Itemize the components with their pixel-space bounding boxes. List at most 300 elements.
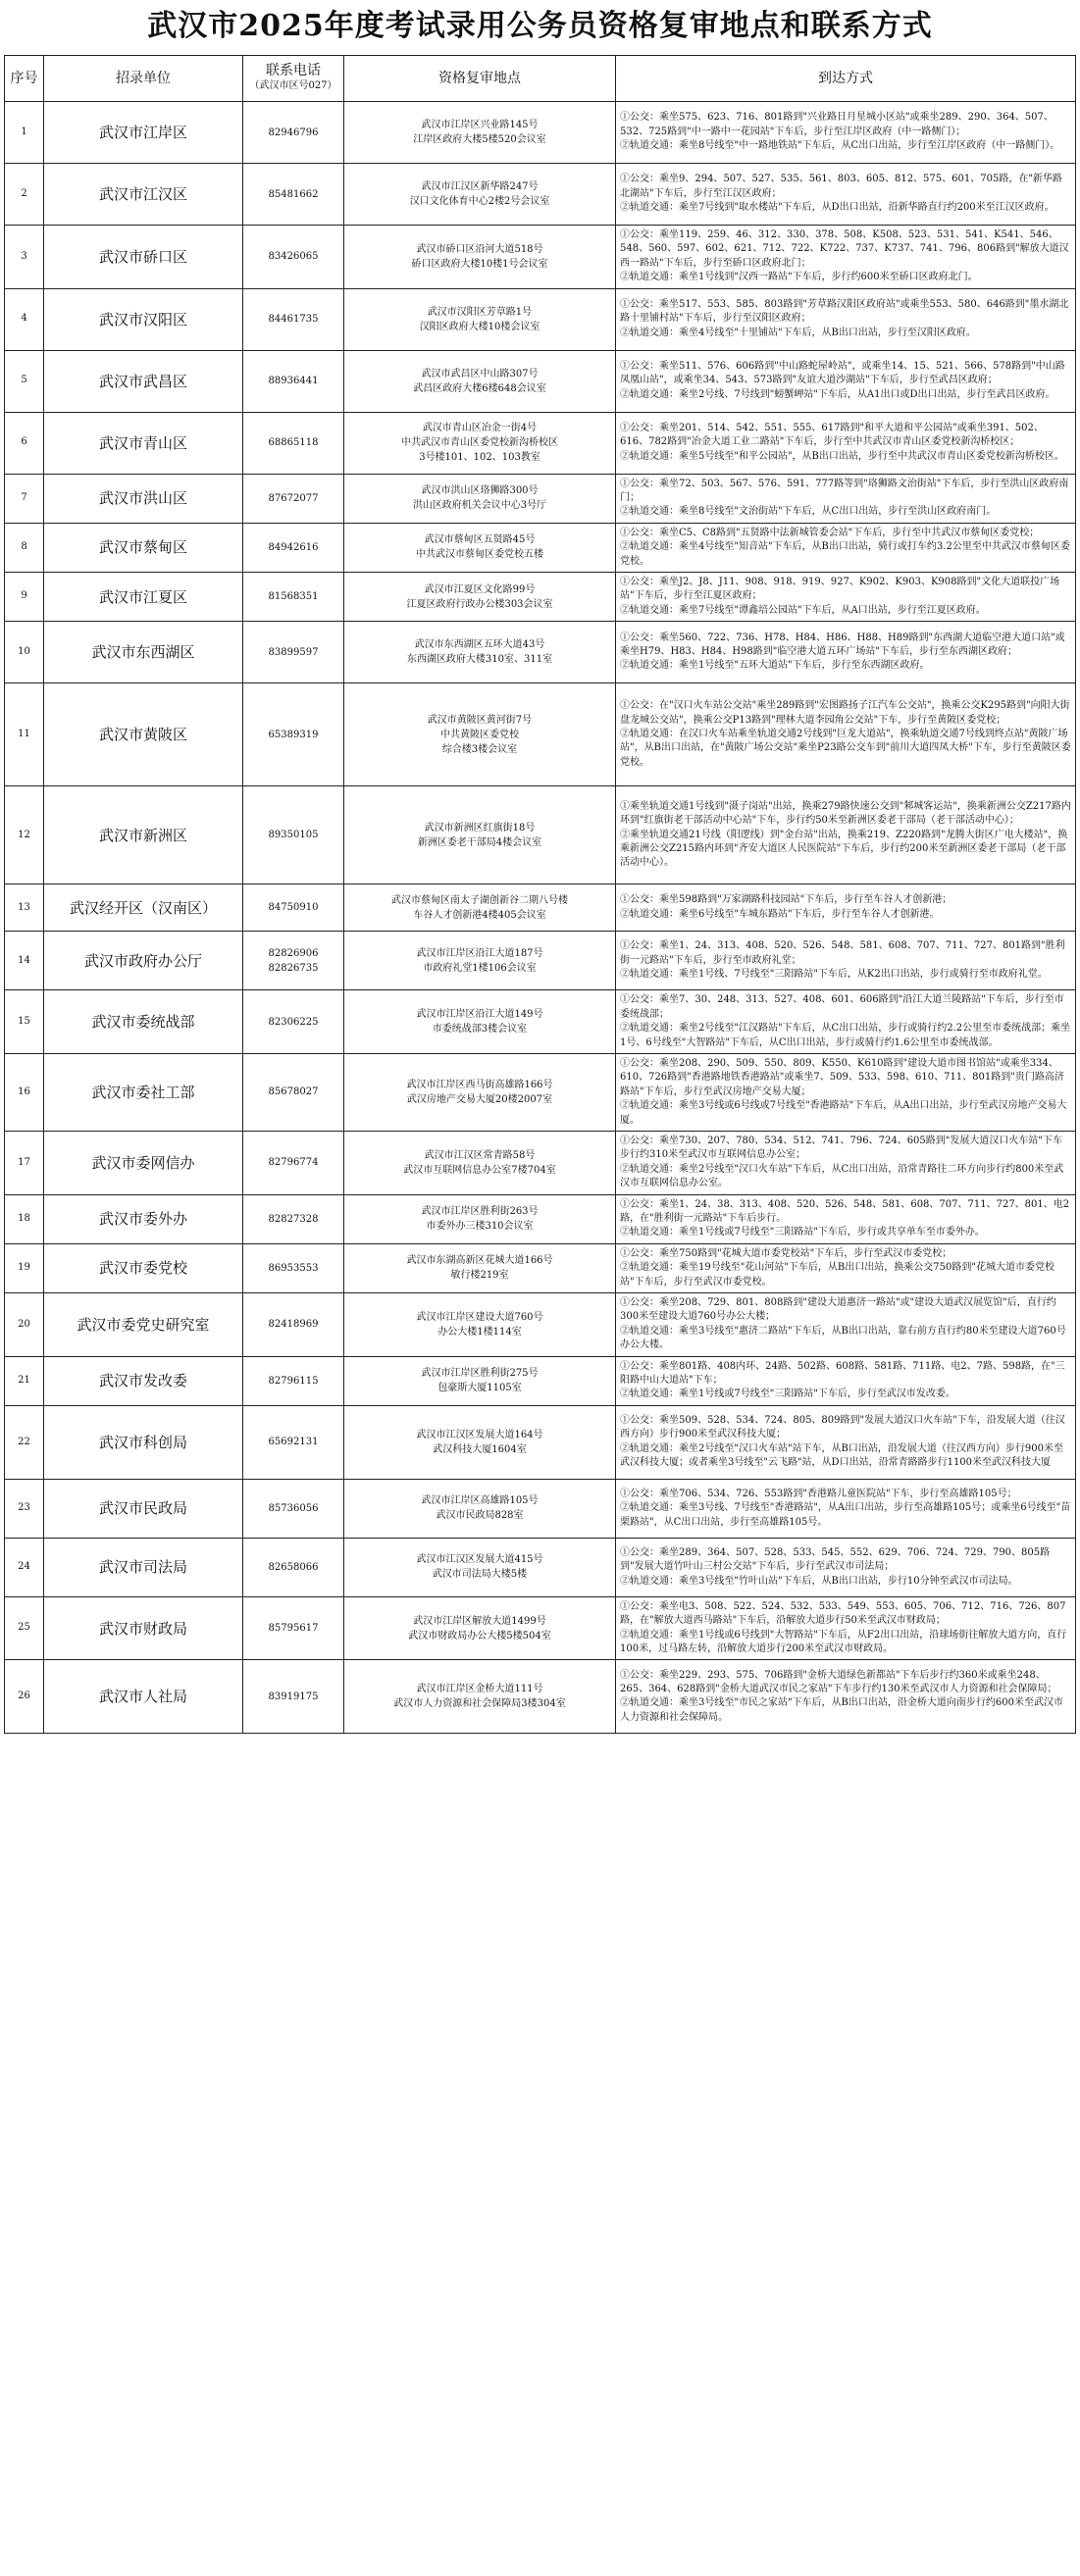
location-line: 包豪斯大厦1105室 bbox=[437, 1383, 522, 1394]
header-phone-area-code: （武汉市区号027） bbox=[249, 80, 337, 91]
recruiting-unit: 武汉市武昌区 bbox=[44, 350, 243, 412]
route-line: ②轨道交通：乘坐8号线至"中一路地铁站"下车后，从C出口出站，步行至江岸区政府（中一路侧门）。 bbox=[620, 140, 1060, 152]
recruiting-unit: 武汉市委社工部 bbox=[44, 1053, 243, 1131]
table-row bbox=[5, 1131, 1076, 1194]
route-line: ②轨道交通：乘坐2号线至"汉口火车站"站下车，从B口出站，沿发展大道（往汉西方向）步行900米至武汉科技大厦；或者乘坐3号线至"云飞路"站，从D口出站，沿常青路路步行1100米至武汉科技大厦 bbox=[620, 1442, 1063, 1469]
row-index: 13 bbox=[5, 884, 44, 932]
review-location bbox=[344, 474, 616, 523]
review-location bbox=[344, 102, 616, 164]
recruiting-unit: 武汉市委党校 bbox=[44, 1243, 243, 1292]
location-line: 武汉市人力资源和社会保障局3楼304室 bbox=[393, 1698, 566, 1710]
phone-number: 82796115 bbox=[268, 1375, 319, 1387]
route-line: ②轨道交通：乘坐1号线、7号线至"三阳路站"下车后，从K2出口出站，步行或骑行至市政府礼堂。 bbox=[620, 968, 1048, 980]
route-directions bbox=[616, 1194, 1076, 1243]
review-location bbox=[344, 288, 616, 350]
location-line: 硚口区政府大楼10楼1号会议室 bbox=[411, 258, 548, 270]
recruiting-unit: 武汉市青山区 bbox=[44, 412, 243, 474]
route-line: ②轨道交通：乘坐2号线、7号线到"螃蟹岬站"下车后，从A1出口或D出口出站，步行至武昌区政府。 bbox=[620, 388, 1055, 400]
phone-number: 82827328 bbox=[268, 1213, 319, 1225]
phone-number: 89350105 bbox=[268, 830, 319, 841]
contact-phone bbox=[243, 226, 344, 289]
location-line: 敏行楼219室 bbox=[450, 1270, 509, 1282]
contact-phone bbox=[243, 288, 344, 350]
route-line: ①公交：乘坐730、207、780、534、512、741、796、724、605路到"发展大道汉口火车站"下车步行约310米至武汉市互联网信息办公室； bbox=[620, 1135, 1062, 1161]
route-line: ②轨道交通：乘坐4号线至"十里铺站"下车后，从B出口出站，步行至汉阳区政府。 bbox=[620, 327, 976, 338]
route-directions bbox=[616, 226, 1076, 289]
location-line: 武汉市江夏区文化路99号 bbox=[424, 583, 536, 595]
table-row bbox=[5, 683, 1076, 786]
table-header-row bbox=[5, 56, 1076, 102]
route-directions bbox=[616, 683, 1076, 786]
row-index: 1 bbox=[5, 102, 44, 164]
location-line: 车谷人才创新港4楼405会议室 bbox=[413, 909, 546, 921]
table-row bbox=[5, 1596, 1076, 1660]
contact-phone bbox=[243, 1194, 344, 1243]
recruiting-unit: 武汉市委网信办 bbox=[44, 1131, 243, 1194]
recruiting-unit: 武汉市财政局 bbox=[44, 1596, 243, 1660]
route-line: ②轨道交通：乘坐5号线至"和平公园站"，从B出口出站，步行至中共武汉市青山区委党校新沟桥校区。 bbox=[620, 450, 1064, 462]
table-row bbox=[5, 990, 1076, 1054]
phone-number: 65389319 bbox=[268, 729, 319, 740]
route-directions bbox=[616, 523, 1076, 572]
phone-number: 83919175 bbox=[268, 1691, 319, 1702]
table-row bbox=[5, 474, 1076, 523]
table-row bbox=[5, 288, 1076, 350]
recruiting-unit: 武汉市司法局 bbox=[44, 1538, 243, 1596]
route-directions bbox=[616, 164, 1076, 226]
route-line: ①公交：乘坐7、30、248、313、527、408、601、606路到"沿江大道兰陵路站"下车后，步行至市委统战部； bbox=[620, 994, 1064, 1020]
review-location bbox=[344, 573, 616, 622]
contact-phone bbox=[243, 523, 344, 572]
location-line: 市委统战部3楼会议室 bbox=[432, 1024, 528, 1035]
location-line: 市政府礼堂1楼106会议室 bbox=[423, 962, 537, 974]
location-line: 武汉市江汉区发展大道415号 bbox=[416, 1554, 543, 1566]
row-index: 4 bbox=[5, 288, 44, 350]
table-row bbox=[5, 1053, 1076, 1131]
location-line: 武汉市司法局大楼5楼 bbox=[432, 1569, 528, 1581]
phone-number: 84461735 bbox=[268, 314, 319, 326]
location-line: 武汉市汉阳区芳草路1号 bbox=[427, 306, 533, 318]
review-location bbox=[344, 164, 616, 226]
route-directions bbox=[616, 1053, 1076, 1131]
route-line: ②轨道交通：乘坐3号线至"竹叶山站"下车后，从B出口出站，步行10分钟至武汉市司法局。 bbox=[620, 1575, 1018, 1587]
route-line: ②轨道交通：乘坐4号线至"知音站"下车后，从B出口出站，骑行或打车约3.2公里至中共武汉市蔡甸区委党校。 bbox=[620, 541, 1070, 567]
location-line: 武汉市江岸区高雄路105号 bbox=[421, 1495, 539, 1507]
review-location bbox=[344, 1356, 616, 1405]
route-line: ②轨道交通：乘坐3号线至"市民之家站"下车后，从B出口出站，沿金桥大道向南步行约600米至武汉市人力资源和社会保障局。 bbox=[620, 1697, 1063, 1723]
table-row bbox=[5, 1538, 1076, 1596]
phone-number: 84942616 bbox=[268, 541, 319, 553]
location-line: 武汉市江汉区发展大道164号 bbox=[416, 1429, 543, 1440]
location-line: 武汉房地产交易大厦20楼2007室 bbox=[406, 1093, 553, 1105]
recruiting-unit: 武汉市东西湖区 bbox=[44, 622, 243, 683]
route-line: ①公交：乘坐72、503、567、576、591、777路等到"珞狮路文治街站"下车后，步行至洪山区政府南门； bbox=[620, 478, 1069, 504]
review-location bbox=[344, 226, 616, 289]
route-directions bbox=[616, 1356, 1076, 1405]
phone-number: 65692131 bbox=[268, 1437, 319, 1448]
header-phone-label: 联系电话 bbox=[266, 63, 321, 78]
row-index: 10 bbox=[5, 622, 44, 683]
route-line: ②轨道交通：乘坐2号线至"汉口火车站"下车后，从C出口出站，沿常青路往二环方向步行约800米至武汉市互联网信息办公室。 bbox=[620, 1163, 1064, 1189]
route-directions bbox=[616, 990, 1076, 1054]
table-row bbox=[5, 164, 1076, 226]
table-row bbox=[5, 1405, 1076, 1479]
row-index: 7 bbox=[5, 474, 44, 523]
contact-phone bbox=[243, 1131, 344, 1194]
row-index: 9 bbox=[5, 573, 44, 622]
phone-number: 83899597 bbox=[268, 646, 319, 658]
review-location bbox=[344, 990, 616, 1054]
location-line: 武汉科技大厦1604室 bbox=[433, 1443, 527, 1455]
location-line: 武汉市硚口区沿河大道518号 bbox=[416, 243, 543, 255]
review-location bbox=[344, 622, 616, 683]
contact-phone bbox=[243, 102, 344, 164]
route-directions bbox=[616, 1243, 1076, 1292]
route-directions bbox=[616, 1131, 1076, 1194]
contact-phone bbox=[243, 1405, 344, 1479]
contact-phone bbox=[243, 412, 344, 474]
location-line: 武汉市江岸区沿江大道187号 bbox=[416, 947, 543, 959]
phone-number: 82418969 bbox=[268, 1319, 319, 1331]
location-line: 武汉市武昌区中山路307号 bbox=[421, 368, 539, 379]
table-row bbox=[5, 932, 1076, 990]
route-directions bbox=[616, 573, 1076, 622]
route-line: ②轨道交通：乘坐1号线或7号线至"三阳路站"下车后，步行至武汉市发改委。 bbox=[620, 1389, 955, 1400]
phone-number: 85795617 bbox=[268, 1623, 319, 1635]
route-line: ①公交：乘坐201、514、542、551、555、617路到"和平大道和平公园站"或乘坐391、502、616、782路到"冶金大道工业二路站"下车后，步行至中共武汉市青山区委党校新沟桥校区； bbox=[620, 423, 1044, 448]
route-directions bbox=[616, 412, 1076, 474]
phone-number: 85481662 bbox=[268, 188, 319, 200]
row-index: 15 bbox=[5, 990, 44, 1054]
location-line: 武汉市江岸区兴业路145号 bbox=[421, 120, 539, 130]
recruiting-unit: 武汉市硚口区 bbox=[44, 226, 243, 289]
page-title: 武汉市2025年度考试录用公务员资格复审地点和联系方式 bbox=[147, 9, 933, 43]
table-row bbox=[5, 884, 1076, 932]
route-line: ②轨道交通：乘坐6号线至"车城东路站"下车后，步行至车谷人才创新港。 bbox=[620, 908, 940, 920]
table-row bbox=[5, 786, 1076, 884]
review-location bbox=[344, 412, 616, 474]
route-line: ①公交：在"汉口火车站公交站"乘坐289路到"宏图路扬子江汽车公交站"，换乘公交K295路到"向阳大街盘龙城公交站"，换乘公交P13路到"理林大道李园角公交站"下车，步行至黄陂区委党校； bbox=[620, 700, 1070, 726]
route-directions bbox=[616, 1405, 1076, 1479]
route-line: ①公交：乘坐9、294、507、527、535、561、803、605、812、575、601、705路，在"新华路北湖站"下车后，步行至江汉区政府； bbox=[620, 174, 1062, 199]
location-line: 武汉市江岸区解放大道1499号 bbox=[413, 1615, 546, 1627]
route-line: ②轨道交通：乘坐1号线或6号线到"大智路站"下车后，从F2出口出站，沿球场街往解放大道方向，直行100米，过马路左转，沿解放大道步行200米至武汉市财政局。 bbox=[620, 1629, 1067, 1655]
route-line: ①公交：乘坐119、259、46、312、330、378、508、K508、523、531、541、K541、546、548、560、597、602、621、712、722、K722、737、K737、741、796、806路到"解放大道汉西一路站"下车后，步行至硚口区政府北门； bbox=[620, 229, 1069, 269]
header-index: 序号 bbox=[5, 56, 44, 102]
row-index: 19 bbox=[5, 1243, 44, 1292]
review-locations-table bbox=[4, 55, 1076, 1734]
phone-number: 82306225 bbox=[268, 1016, 319, 1028]
header-phone bbox=[243, 56, 344, 102]
phone-number: 82658066 bbox=[268, 1561, 319, 1573]
review-location bbox=[344, 350, 616, 412]
table-row bbox=[5, 1660, 1076, 1734]
table-row bbox=[5, 350, 1076, 412]
recruiting-unit: 武汉市蔡甸区 bbox=[44, 523, 243, 572]
recruiting-unit: 武汉市委统战部 bbox=[44, 990, 243, 1054]
contact-phone bbox=[243, 1243, 344, 1292]
route-line: ①乘坐轨道交通1号线到"滠子岗站"出站，换乘279路快速公交到"邾城客运站"，换乘新洲公交Z217路内环到"红旗街老干部活动中心站"下车，步行约50米至新洲区委老干部局（老干部活动中心）； bbox=[620, 800, 1071, 827]
contact-phone bbox=[243, 1293, 344, 1357]
table-row bbox=[5, 1293, 1076, 1357]
header-place: 资格复审地点 bbox=[344, 56, 616, 102]
contact-phone bbox=[243, 573, 344, 622]
review-location bbox=[344, 1479, 616, 1538]
contact-phone bbox=[243, 786, 344, 884]
route-line: ②轨道交通：乘坐7号线到"取水楼站"下车后，从D出口出站，沿新华路直行约200米至江汉区政府。 bbox=[620, 202, 1054, 214]
phone-number: 83426065 bbox=[268, 251, 319, 263]
row-index: 16 bbox=[5, 1053, 44, 1131]
review-location bbox=[344, 683, 616, 786]
recruiting-unit: 武汉经开区（汉南区） bbox=[44, 884, 243, 932]
route-directions bbox=[616, 884, 1076, 932]
route-line: ①公交：乘坐229、293、575、706路到"金桥大道绿色新都站"下车后步行约360米或乘坐248、265、364、628路到"金桥大道武汉市民之家站"下车步行约130米至武汉市人力资源和社会保障局； bbox=[620, 1669, 1057, 1695]
route-line: ①公交：乘坐706、534、726、553路到"香港路儿童医院站"下车，步行至高雄路105号； bbox=[620, 1488, 1017, 1499]
row-index: 23 bbox=[5, 1479, 44, 1538]
location-line: 汉口文化体育中心2楼2号会议室 bbox=[409, 196, 550, 207]
location-line: 武汉市互联网信息办公室7楼704室 bbox=[403, 1164, 556, 1176]
review-location bbox=[344, 932, 616, 990]
route-line: ①公交：乘坐598路到"万家湖路科技园站"下车后，步行至车谷人才创新港； bbox=[620, 894, 952, 906]
row-index: 25 bbox=[5, 1596, 44, 1660]
review-location bbox=[344, 786, 616, 884]
review-location bbox=[344, 1131, 616, 1194]
route-line: ①公交：乘坐C5、C8路到"五贤路中法新城管委会站"下车后，步行至中共武汉市蔡甸区委党校； bbox=[620, 527, 1040, 538]
contact-phone bbox=[243, 350, 344, 412]
route-line: ①公交：乘坐509、528、534、724、805、809路到"发展大道汉口火车站"下车，沿发展大道（往汉西方向）步行900米至武汉科技大厦； bbox=[620, 1415, 1065, 1440]
recruiting-unit: 武汉市人社局 bbox=[44, 1660, 243, 1734]
location-line: 武汉市江岸区胜利街263号 bbox=[421, 1206, 539, 1218]
recruiting-unit: 武汉市黄陂区 bbox=[44, 683, 243, 786]
review-location bbox=[344, 884, 616, 932]
table-row bbox=[5, 1194, 1076, 1243]
table-row bbox=[5, 1243, 1076, 1292]
route-directions bbox=[616, 1293, 1076, 1357]
location-line: 武汉市江岸区沿江大道149号 bbox=[416, 1009, 543, 1021]
review-location bbox=[344, 1053, 616, 1131]
review-location bbox=[344, 1596, 616, 1660]
row-index: 22 bbox=[5, 1405, 44, 1479]
table-row bbox=[5, 412, 1076, 474]
table-row bbox=[5, 1479, 1076, 1538]
recruiting-unit: 武汉市洪山区 bbox=[44, 474, 243, 523]
location-line: 武汉市东西湖区五环大道43号 bbox=[414, 639, 545, 651]
recruiting-unit: 武汉市江夏区 bbox=[44, 573, 243, 622]
table-row bbox=[5, 1356, 1076, 1405]
location-line: 江岸区政府大楼5楼520会议室 bbox=[413, 134, 546, 145]
contact-phone bbox=[243, 1053, 344, 1131]
review-location bbox=[344, 523, 616, 572]
route-line: ①公交：乘坐1、24、313、408、520、526、548、581、608、707、711、727、801路到"胜利街一元路站"下车后，步行至市政府礼堂； bbox=[620, 940, 1065, 966]
route-line: ②乘坐轨道交通21号线（阳逻线）到"金台站"出站，换乘219、Z220路到"龙腾大街区广电大楼站"，换乘新洲公交Z215路内环到"齐安大道区人民医院站"下车后，步行约200米至新洲区委老干部局（老干部活动中心）。 bbox=[620, 829, 1068, 869]
location-line: 武汉市洪山区珞狮路300号 bbox=[421, 485, 539, 497]
route-line: ①公交：乘坐1、24、38、313、408、520、526、548、581、608、707、711、727、801、电2路，在"胜利街一元路站"下车后步行。 bbox=[620, 1198, 1070, 1224]
route-line: ①公交：乘坐517、553、585、803路到"芳草路汉阳区政府站"或乘坐553、580、646路到"墨水湖北路十里铺村站"下车后，步行至汉阳区政府； bbox=[620, 299, 1069, 325]
row-index: 21 bbox=[5, 1356, 44, 1405]
phone-number: 86953553 bbox=[268, 1262, 319, 1274]
route-line: ①公交：乘坐575、623、716、801路到"兴业路日月星城小区站"或乘坐289、290、364、507、532、725路到"中一路中一花园站"下车后，步行至江岸区政府（中一路侧门）； bbox=[620, 112, 1054, 137]
location-line: 武汉市江岸区胜利街275号 bbox=[421, 1368, 539, 1380]
row-index: 24 bbox=[5, 1538, 44, 1596]
route-directions bbox=[616, 350, 1076, 412]
location-line: 新洲区委老干部局4楼会议室 bbox=[417, 836, 542, 848]
location-line: 中共武汉市青山区委党校新沟桥校区 bbox=[401, 437, 558, 449]
route-line: ②轨道交通：乘坐1号线到"汉西一路站"下车后，步行约600米至硚口区政府北门。 bbox=[620, 272, 978, 283]
recruiting-unit: 武汉市民政局 bbox=[44, 1479, 243, 1538]
route-directions bbox=[616, 1596, 1076, 1660]
phone-number: 87672077 bbox=[268, 492, 319, 504]
row-index: 17 bbox=[5, 1131, 44, 1194]
route-line: ①公交：乘坐289、364、507、528、533、545、552、629、706、724、729、790、805路到"发展大道竹叶山三村公交站"下车后，步行至武汉市司法局； bbox=[620, 1546, 1051, 1573]
route-directions bbox=[616, 786, 1076, 884]
location-line: 中共武汉市蔡甸区委党校五楼 bbox=[416, 549, 543, 561]
route-line: ②轨道交通：在汉口火车站乘坐轨道交通2号线到"巨龙大道站"，换乘轨道交通7号线到终点站"黄陂广场站"，从B出口出站，在"黄陂广场公交站"乘坐P23路公交车到"前川大道四凤大桥"下车，步行至黄陂区委党校。 bbox=[620, 729, 1071, 768]
location-line: 武汉市蔡甸区南太子湖创新谷二期八号楼 bbox=[391, 894, 568, 906]
phone-number: 82826735 bbox=[268, 962, 319, 974]
location-line: 江夏区政府行政办公楼303会议室 bbox=[406, 598, 553, 610]
route-directions bbox=[616, 102, 1076, 164]
route-line: ①公交：乘坐801路、408内环、24路、502路、608路、581路、711路、电2、7路、598路，在"三阳路中山大道站"下车； bbox=[620, 1360, 1065, 1387]
location-line: 武汉市江岸区建设大道760号 bbox=[416, 1311, 543, 1323]
location-line: 汉阳区政府大楼10楼会议室 bbox=[419, 321, 540, 332]
phone-number: 82826906 bbox=[268, 947, 319, 959]
route-line: ②轨道交通：乘坐8号线至"文治街站"下车后，从C出口出站，步行至洪山区政府南门。 bbox=[620, 506, 997, 518]
review-location bbox=[344, 1293, 616, 1357]
location-line: 武汉市民政局828室 bbox=[436, 1510, 524, 1522]
recruiting-unit: 武汉市委外办 bbox=[44, 1194, 243, 1243]
row-index: 3 bbox=[5, 226, 44, 289]
table-row bbox=[5, 102, 1076, 164]
location-line: 武汉市黄陂区黄河街7号 bbox=[427, 714, 533, 726]
route-line: ①公交：乘坐560、722、736、H78、H84、H86、H88、H89路到"东西湖大道临空港大道口站"或乘坐H79、H83、H84、H98路到"临空港大道五环广场站"下车后，步行至东西湖区政府； bbox=[620, 631, 1065, 658]
row-index: 20 bbox=[5, 1293, 44, 1357]
review-location bbox=[344, 1194, 616, 1243]
route-directions bbox=[616, 1538, 1076, 1596]
route-line: ①公交：乘坐J2、J8、J11、908、918、919、927、K902、K903、K908路到"文化大道联投广场站"下车后，步行至江夏区政府； bbox=[620, 577, 1060, 602]
recruiting-unit: 武汉市江岸区 bbox=[44, 102, 243, 164]
location-line: 武汉市江汉区新华路247号 bbox=[421, 181, 539, 192]
route-line: ②轨道交通：乘坐7号线至"谭鑫培公园站"下车后，从A口出站，步行至江夏区政府。 bbox=[620, 604, 986, 616]
recruiting-unit: 武汉市委党史研究室 bbox=[44, 1293, 243, 1357]
location-line: 武汉市江汉区常青路58号 bbox=[424, 1149, 536, 1161]
contact-phone bbox=[243, 683, 344, 786]
route-directions bbox=[616, 932, 1076, 990]
location-line: 中共黄陂区委党校 bbox=[440, 729, 519, 740]
phone-number: 85736056 bbox=[268, 1502, 319, 1514]
route-line: ②轨道交通：乘坐3号线、7号线至"香港路站"，从A出口出站，步行至高雄路105号；或乘坐6号线至"苗栗路站"，从C出口出站，步行至高雄路105号。 bbox=[620, 1502, 1071, 1528]
review-location bbox=[344, 1660, 616, 1734]
route-line: ①公交：乘坐511、576、606路到"中山路蛇屋岭站"，或乘坐14、15、521、566、578路到"中山路凤凰山站"，或乘坐34、543、573路到"友谊大道沙湖站"下车后，步行至武昌区政府； bbox=[620, 361, 1065, 386]
phone-number: 82796774 bbox=[268, 1157, 319, 1169]
contact-phone bbox=[243, 990, 344, 1054]
route-line: ②轨道交通：乘坐1号线至"五环大道站"下车后，步行至东西湖区政府。 bbox=[620, 660, 930, 672]
location-line: 武汉市青山区冶金一街4号 bbox=[422, 423, 538, 434]
location-line: 武汉市东湖高新区花城大道166号 bbox=[406, 1255, 553, 1267]
table-row bbox=[5, 523, 1076, 572]
location-line: 综合楼3楼会议室 bbox=[441, 743, 518, 755]
row-index: 12 bbox=[5, 786, 44, 884]
phone-number: 68865118 bbox=[268, 437, 319, 449]
row-index: 18 bbox=[5, 1194, 44, 1243]
contact-phone bbox=[243, 1356, 344, 1405]
phone-number: 84750910 bbox=[268, 902, 319, 914]
location-line: 东西湖区政府大楼310室、311室 bbox=[406, 654, 553, 666]
location-line: 武汉市江岸区西马街高雄路166号 bbox=[406, 1079, 553, 1090]
row-index: 2 bbox=[5, 164, 44, 226]
location-line: 武汉市蔡甸区五贤路45号 bbox=[424, 534, 536, 546]
contact-phone bbox=[243, 884, 344, 932]
location-line: 武汉市新洲区红旗街18号 bbox=[424, 822, 536, 833]
route-line: ①公交：乘坐电3、508、522、524、532、533、549、553、605、706、712、716、726、807路，在"解放大道西马路站"下车后，沿解放大道步行50米至武汉市财政局； bbox=[620, 1600, 1066, 1627]
route-line: ①公交：乘坐750路到"花城大道市委党校站"下车后，步行至武汉市委党校； bbox=[620, 1247, 952, 1259]
row-index: 11 bbox=[5, 683, 44, 786]
contact-phone bbox=[243, 1596, 344, 1660]
phone-number: 85678027 bbox=[268, 1086, 319, 1098]
row-index: 8 bbox=[5, 523, 44, 572]
route-directions bbox=[616, 1660, 1076, 1734]
location-line: 办公大楼1楼114室 bbox=[437, 1326, 522, 1338]
recruiting-unit: 武汉市政府办公厅 bbox=[44, 932, 243, 990]
route-line: ②轨道交通：乘坐1号线或7号线至"三阳路站"下车后，步行或共享单车至市委外办。 bbox=[620, 1227, 985, 1238]
header-unit: 招录单位 bbox=[44, 56, 243, 102]
route-line: ②轨道交通：乘坐3号线或6号线或7号线至"香港路站"下车后，从A出口出站，步行至武汉房地产交易大厦。 bbox=[620, 1100, 1067, 1126]
route-directions bbox=[616, 622, 1076, 683]
table-row bbox=[5, 226, 1076, 289]
contact-phone bbox=[243, 622, 344, 683]
contact-phone bbox=[243, 164, 344, 226]
table-body bbox=[5, 102, 1076, 1734]
route-directions bbox=[616, 474, 1076, 523]
route-line: ②轨道交通：乘坐3号线至"惠济二路站"下车后，从B出口出站，靠右前方直行约80米至建设大道760号办公大楼。 bbox=[620, 1325, 1066, 1351]
phone-number: 81568351 bbox=[268, 591, 319, 603]
location-line: 武昌区政府大楼6楼648会议室 bbox=[413, 382, 546, 394]
recruiting-unit: 武汉市新洲区 bbox=[44, 786, 243, 884]
row-index: 14 bbox=[5, 932, 44, 990]
location-line: 3号楼101、102、103教室 bbox=[419, 452, 540, 464]
contact-phone bbox=[243, 1479, 344, 1538]
phone-number: 82946796 bbox=[268, 126, 319, 138]
review-location bbox=[344, 1243, 616, 1292]
contact-phone bbox=[243, 932, 344, 990]
row-index: 6 bbox=[5, 412, 44, 474]
route-directions bbox=[616, 1479, 1076, 1538]
location-line: 武汉市财政局办公大楼5楼504室 bbox=[408, 1630, 551, 1642]
table-row bbox=[5, 622, 1076, 683]
route-line: ①公交：乘坐208、729、801、808路到"建设大道惠济一路站"或"建设大道武汉展览馆"后，直行约300米至建设大道760号办公大楼； bbox=[620, 1297, 1056, 1323]
phone-number: 88936441 bbox=[268, 376, 319, 387]
contact-phone bbox=[243, 1538, 344, 1596]
route-line: ②轨道交通：乘坐2号线至"江汉路站"下车后，从C出口出站，步行或骑行约2.2公里至市委统战部；乘坐1号、6号线至"大智路站"下车后，从C出口出站，步行或骑行约1.6公里至市委统战部。 bbox=[620, 1023, 1071, 1048]
review-location bbox=[344, 1405, 616, 1479]
contact-phone bbox=[243, 1660, 344, 1734]
table-row bbox=[5, 573, 1076, 622]
contact-phone bbox=[243, 474, 344, 523]
route-directions bbox=[616, 288, 1076, 350]
location-line: 武汉市江岸区金桥大道111号 bbox=[416, 1684, 543, 1695]
recruiting-unit: 武汉市汉阳区 bbox=[44, 288, 243, 350]
row-index: 5 bbox=[5, 350, 44, 412]
route-line: ①公交：乘坐208、290、509、550、809、K550、K610路到"建设大道市图书馆站"或乘坐334、610、726路到"香港路地铁香港路站"或乘坐7、509、533、598、610、711、801路到"贵门路高济路站"下车后，步行至武汉房地产交易大厦； bbox=[620, 1057, 1064, 1097]
route-line: ②轨道交通：乘坐19号线至"花山河站"下车后，从B出口出站，换乘公交750路到"花城大道市委党校站"下车后，步行至武汉市委党校。 bbox=[620, 1262, 1054, 1288]
recruiting-unit: 武汉市江汉区 bbox=[44, 164, 243, 226]
location-line: 洪山区政府机关会议中心3号厅 bbox=[412, 500, 547, 512]
row-index: 26 bbox=[5, 1660, 44, 1734]
header-route: 到达方式 bbox=[616, 56, 1076, 102]
location-line: 市委外办三楼310会议室 bbox=[426, 1221, 534, 1233]
recruiting-unit: 武汉市科创局 bbox=[44, 1405, 243, 1479]
review-location bbox=[344, 1538, 616, 1596]
recruiting-unit: 武汉市发改委 bbox=[44, 1356, 243, 1405]
